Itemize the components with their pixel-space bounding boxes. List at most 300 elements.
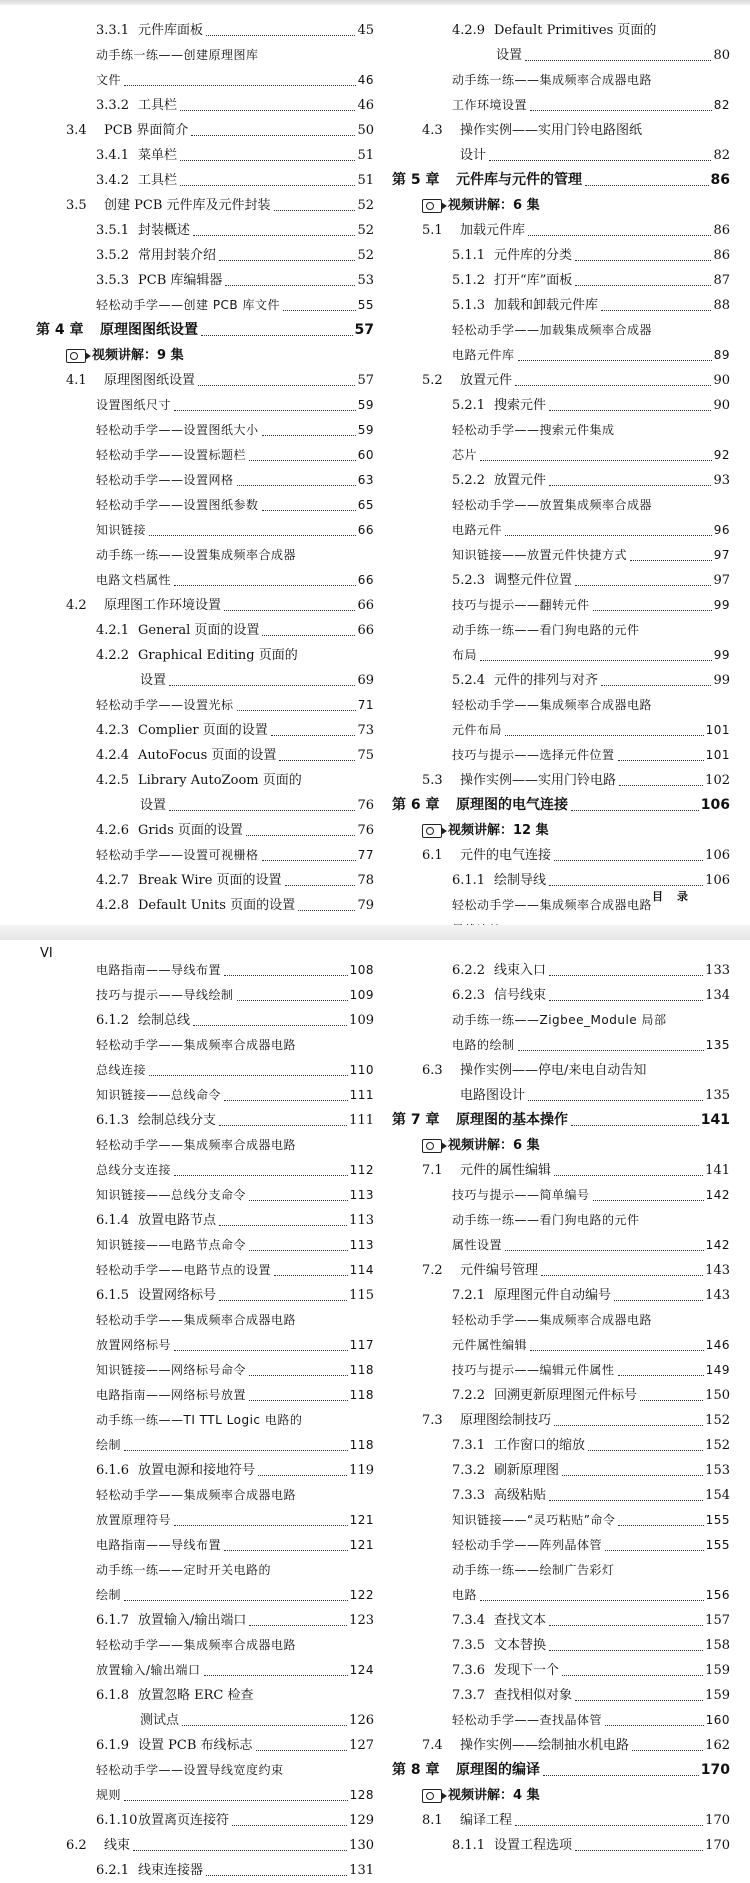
entry-title: 动手练一练——设置集成频率合成器 [96,548,297,562]
dot-leader [169,685,355,686]
entry-title: 放置输入/输出端口 [138,1613,247,1628]
dot-leader [554,860,703,861]
toc-page-2 [0,940,750,1880]
page-number: 159 [705,1688,730,1703]
exercise-entry [392,1583,730,1608]
entry-number: 5.2 [422,373,443,388]
exercise-entry [36,1308,374,1333]
exercise-entry [392,1533,730,1558]
page-number: 128 [349,1788,374,1802]
page-number: 134 [705,988,730,1003]
entry-title: 刷新原理图 [494,1463,560,1478]
subsection-entry [392,1383,730,1408]
exercise-entry [392,1308,730,1333]
dot-leader [640,1400,703,1401]
page-number: 102 [705,773,730,788]
page-number: 135 [705,1038,730,1052]
dot-leader [575,1850,703,1851]
entry-title: 设置工程选项 [494,1838,573,1853]
dot-leader [180,160,355,161]
page-number: 69 [357,673,374,688]
dot-leader [554,1175,703,1176]
entry-number: 7.3 [422,1413,443,1428]
dot-leader [206,35,355,36]
subsection-entry [36,1208,374,1233]
subsection-entry [392,468,730,493]
entry-title: 电路 [452,1588,478,1602]
entry-number: 7.3.6 [452,1663,486,1678]
entry-number: 3.4 [66,123,87,138]
entry-title: 绘制导线 [494,873,547,888]
dot-leader [575,1700,703,1701]
dot-leader [169,810,355,811]
page-number: 152 [705,1413,730,1428]
subsection-entry [36,643,374,668]
dot-leader [505,735,704,736]
subsection-entry [392,1683,730,1708]
entry-title: 设置 PCB 布线标志 [138,1738,253,1753]
exercise-entry [392,1033,730,1058]
exercise-entry [36,543,374,568]
page-number: 121 [349,1513,374,1527]
page-number: 153 [705,1463,730,1478]
entry-number: 6.2 [66,1838,87,1853]
exercise-entry [392,93,730,118]
subsection-entry [392,1658,730,1683]
exercise-entry [36,1358,374,1383]
dot-leader [614,1300,703,1301]
page-number: 142 [705,1238,730,1252]
page-number: 55 [357,298,374,312]
page-number: 109 [349,988,374,1002]
subsection-entry [392,18,730,43]
dot-leader [298,910,355,911]
entry-title: 电路指南——导线布置 [96,963,222,977]
dot-leader [224,1100,348,1101]
entry-number: 6.1.1 [452,873,486,888]
entry-title: 回溯更新原理图元件标号 [494,1388,638,1403]
subsection-entry [36,218,374,243]
entry-number: 第 7 章 [392,1112,440,1128]
page-number: 86 [713,248,730,263]
page-number: 121 [349,1538,374,1552]
dot-leader [480,1600,704,1601]
entry-title: 文本替换 [494,1638,547,1653]
section-entry [392,1808,730,1833]
entry-title: 视频讲解：6 集 [448,198,540,213]
dot-leader [619,785,703,786]
entry-title: 轻松动手学——创建 PCB 库文件 [96,298,280,312]
entry-title: 轻松动手学——设置网格 [96,473,234,487]
dot-leader [180,110,355,111]
subsection-entry [36,768,374,793]
section-entry [392,218,730,243]
exercise-entry [392,1708,730,1733]
entry-title: 创建 PCB 元件库及元件封装 [104,198,271,213]
exercise-entry [392,1183,730,1208]
exercise-entry [36,293,374,318]
entry-title: 轻松动手学——查找晶体管 [452,1713,603,1727]
dot-leader [541,1275,703,1276]
entry-title: Default Units 页面的设置 [138,898,296,913]
entry-continuation [392,43,730,68]
chapter-heading [36,318,374,343]
entry-title: 规则 [96,1788,122,1802]
subsection-entry [36,268,374,293]
page-number: 65 [357,498,374,512]
entry-title: 技巧与提示——编辑元件属性 [452,1363,615,1377]
entry-title: 设计 [460,148,487,163]
exercise-entry [36,1483,374,1508]
entry-number: 第 8 章 [392,1762,440,1778]
video-camera-icon [422,1139,442,1153]
entry-title: 查找相似对象 [494,1688,573,1703]
page-number: 118 [349,1388,374,1402]
entry-title: 放置忽略 ERC 检查 [138,1688,254,1703]
exercise-entry [392,693,730,718]
subsection-entry [392,958,730,983]
entry-title: 绘制总线分支 [138,1113,217,1128]
video-count [392,193,730,218]
entry-title: 轻松动手学——集成频率合成器电路 [96,1638,297,1652]
page-number: 97 [713,548,730,562]
entry-title: 电路元件 [452,523,503,537]
page-number: 101 [705,723,730,737]
page-number: 133 [705,963,730,978]
entry-title: 绘制总线 [138,1013,191,1028]
exercise-entry [36,418,374,443]
dot-leader [206,1875,347,1876]
dot-leader [525,60,711,61]
dot-leader [204,1675,348,1676]
page-number: 149 [705,1363,730,1377]
entry-title: 视频讲解：4 集 [448,1788,540,1803]
dot-leader [249,1400,348,1401]
dot-leader [575,260,711,261]
page-number: 101 [705,748,730,762]
exercise-entry [36,1258,374,1283]
subsection-entry [392,1633,730,1658]
entry-title: 电路指南——导线布置 [96,1538,222,1552]
dot-leader [246,835,356,836]
subsection-entry [36,1458,374,1483]
exercise-entry [36,1533,374,1558]
dot-leader [237,710,356,711]
section-entry [392,1408,730,1433]
entry-title: 线束连接器 [138,1863,204,1878]
page-number: 141 [705,1163,730,1178]
exercise-entry [36,1783,374,1808]
exercise-entry [392,1358,730,1383]
subsection-entry [36,1858,374,1883]
dot-leader [575,585,711,586]
entry-title: 常用封装介绍 [138,248,217,263]
entry-title: 轻松动手学——设置导线宽度约束 [96,1763,284,1777]
entry-title: 元件库面板 [138,23,204,38]
entry-title: 轻松动手学——阵列晶体管 [452,1538,603,1552]
entry-number: 3.3.1 [96,23,130,38]
entry-title: 调整元件位置 [494,573,573,588]
entry-number: 4.2.5 [96,773,130,788]
dot-leader [549,1650,703,1651]
entry-title: 设置网络标号 [138,1288,217,1303]
entry-title: 知识链接——网络标号命令 [96,1363,247,1377]
page-number: 170 [705,1838,730,1853]
subsection-entry [392,1608,730,1633]
entry-title: 技巧与提示——简单编号 [452,1188,590,1202]
entry-continuation [36,1708,374,1733]
dot-leader [224,1550,348,1551]
page-number: 66 [357,623,374,638]
exercise-entry [36,1233,374,1258]
dot-leader [554,1425,703,1426]
dot-leader [549,485,711,486]
subsection-entry [392,568,730,593]
entry-number: 4.3 [422,123,443,138]
entry-title: 绘制 [96,1588,122,1602]
dot-leader [256,1750,348,1751]
subsection-entry [36,818,374,843]
entry-title: 轻松动手学——设置光标 [96,698,234,712]
page-number: 106 [705,873,730,888]
section-entry [36,593,374,618]
entry-title: 元件库与元件的管理 [456,172,582,188]
dot-leader [285,885,356,886]
subsection-entry [392,983,730,1008]
entry-title: 信号线束 [494,988,547,1003]
dot-leader [258,1475,347,1476]
entry-title: 动手练一练——定时开关电路的 [96,1563,272,1577]
section-entry [392,843,730,868]
entry-number: 5.2.4 [452,673,486,688]
dot-leader [571,810,699,811]
exercise-entry [36,518,374,543]
toc-column-left [36,958,374,1883]
entry-continuation [392,143,730,168]
entry-title: 技巧与提示——导线绘制 [96,988,234,1002]
dot-leader [237,1000,348,1001]
exercise-entry [36,1408,374,1433]
page-number: 158 [705,1638,730,1653]
video-count [392,818,730,843]
dot-leader [224,610,355,611]
exercise-entry [36,1658,374,1683]
entry-title: 打开“库”面板 [494,273,573,288]
page-number-header: VI [40,946,53,961]
dot-leader [505,1250,704,1251]
entry-title: 放置输入/输出端口 [96,1663,201,1677]
entry-title: Library AutoZoom 页面的 [138,773,302,788]
entry-title: 轻松动手学——集成频率合成器电路 [96,1313,297,1327]
dot-leader [588,1450,703,1451]
dot-leader [515,385,711,386]
dot-leader [191,135,355,136]
entry-title: 菜单栏 [138,148,178,163]
exercise-entry [36,1558,374,1583]
dot-leader [549,1500,703,1501]
exercise-entry [36,43,374,68]
entry-number: 7.3.4 [452,1613,486,1628]
entry-title: 知识链接——电路节点命令 [96,1238,247,1252]
subsection-entry [36,168,374,193]
exercise-entry [392,1558,730,1583]
exercise-entry [392,643,730,668]
subsection-entry [36,18,374,43]
page-number: 75 [357,748,374,763]
subsection-entry [392,393,730,418]
entry-title: 线束入口 [494,963,547,978]
page-number: 97 [713,573,730,588]
page-number: 99 [713,648,730,662]
entry-number: 7.3.3 [452,1488,486,1503]
toc-column-right [392,18,730,943]
entry-number: 4.2.7 [96,873,130,888]
entry-title: 轻松动手学——电路节点的设置 [96,1263,272,1277]
dot-leader [224,975,348,976]
subsection-entry [392,1433,730,1458]
dot-leader [193,1025,347,1026]
dot-leader [219,1225,347,1226]
entry-title: 设置 [140,673,167,688]
dot-leader [182,1725,347,1726]
dot-leader [219,260,355,261]
page-number: 157 [705,1613,730,1628]
page-number: 154 [705,1488,730,1503]
page-number: 155 [705,1538,730,1552]
entry-title: 视频讲解：9 集 [92,348,184,363]
chapter-heading [392,1758,730,1783]
dot-leader [530,110,712,111]
entry-title: 知识链接——总线命令 [96,1088,222,1102]
dot-leader [124,1800,348,1801]
page-number: 127 [349,1738,374,1753]
entry-number: 3.4.1 [96,148,130,163]
entry-title: 元件布局 [452,723,503,737]
entry-number: 3.5.1 [96,223,130,238]
entry-number: 6.1.3 [96,1113,130,1128]
subsection-entry [392,1833,730,1858]
entry-number: 6.1.4 [96,1213,130,1228]
dot-leader [528,235,711,236]
page-number: 113 [349,1238,374,1252]
entry-continuation [36,68,374,93]
exercise-entry [36,1758,374,1783]
dot-leader [549,885,703,886]
entry-title: 工具栏 [138,173,178,188]
entry-number: 4.2.9 [452,23,486,38]
subsection-entry [36,718,374,743]
page-number: 59 [357,423,374,437]
dot-leader [630,560,712,561]
exercise-entry [36,1183,374,1208]
entry-number: 8.1 [422,1813,443,1828]
entry-number: 5.1.1 [452,248,486,263]
dot-leader [149,1075,348,1076]
entry-number: 4.2 [66,598,87,613]
entry-title: Graphical Editing 页面的 [138,648,298,663]
entry-number: 3.3.2 [96,98,130,113]
entry-number: 7.3.5 [452,1638,486,1653]
entry-title: 发现下一个 [494,1663,560,1678]
entry-number: 7.4 [422,1738,443,1753]
page-number: 99 [713,673,730,688]
entry-title: Break Wire 页面的设置 [138,873,282,888]
page-number: 52 [357,248,374,263]
exercise-entry [36,1033,374,1058]
page-number: 45 [357,23,374,38]
entry-title: 设置 [496,48,523,63]
entry-number: 6.1 [422,848,443,863]
entry-title: 电路指南——网络标号放置 [96,1388,247,1402]
entry-title: 设置图纸尺寸 [96,398,172,412]
section-entry [392,1733,730,1758]
entry-title: 元件的属性编辑 [460,1163,552,1178]
entry-title: 电路的绘制 [452,1038,515,1052]
page-number: 118 [349,1438,374,1452]
exercise-entry [392,418,730,443]
exercise-entry [392,718,730,743]
page-top-edge [0,0,750,5]
page-number: 156 [705,1588,730,1602]
dot-leader [237,485,356,486]
entry-title: 放置网络标号 [96,1338,172,1352]
dot-leader [549,1625,703,1626]
exercise-entry [392,343,730,368]
entry-number: 第 4 章 [36,322,84,338]
page-number: 60 [357,448,374,462]
entry-number: 3.5.3 [96,273,130,288]
entry-number: 4.2.6 [96,823,130,838]
dot-leader [232,1825,347,1826]
dot-leader [124,85,356,86]
page-number: 46 [357,98,374,113]
dot-leader [201,335,353,336]
video-count [392,1783,730,1808]
entry-number: 3.5 [66,198,87,213]
entry-title: 原理图图纸设置 [100,322,198,338]
entry-title: 轻松动手学——设置图纸参数 [96,498,259,512]
entry-title: 总线连接 [96,1063,147,1077]
page-number: 96 [713,523,730,537]
entry-number: 3.5.2 [96,248,130,263]
page-number: 112 [349,1163,374,1177]
subsection-entry [392,1458,730,1483]
dot-leader [174,585,356,586]
page-number: 53 [357,273,374,288]
dot-leader [133,1850,347,1851]
entry-title: 轻松动手学——设置标题栏 [96,448,247,462]
subsection-entry [392,1283,730,1308]
dot-leader [605,1550,704,1551]
dot-leader [262,510,356,511]
entry-title: 轻松动手学——集成频率合成器电路 [96,1038,297,1052]
entry-title: 原理图绘制技巧 [460,1413,552,1428]
entry-title: 元件库的分类 [494,248,573,263]
entry-title: 电路元件库 [452,348,515,362]
dot-leader [249,460,356,461]
entry-number: 7.2 [422,1263,443,1278]
page-number: 159 [705,1663,730,1678]
page-number: 106 [700,797,730,813]
subsection-entry [36,1808,374,1833]
entry-title: 原理图的编译 [456,1762,540,1778]
page-number: 71 [357,698,374,712]
video-camera-icon [66,349,86,363]
entry-number: 7.3.2 [452,1463,486,1478]
exercise-entry [36,393,374,418]
dot-leader [585,185,709,186]
chapter-heading [392,1108,730,1133]
